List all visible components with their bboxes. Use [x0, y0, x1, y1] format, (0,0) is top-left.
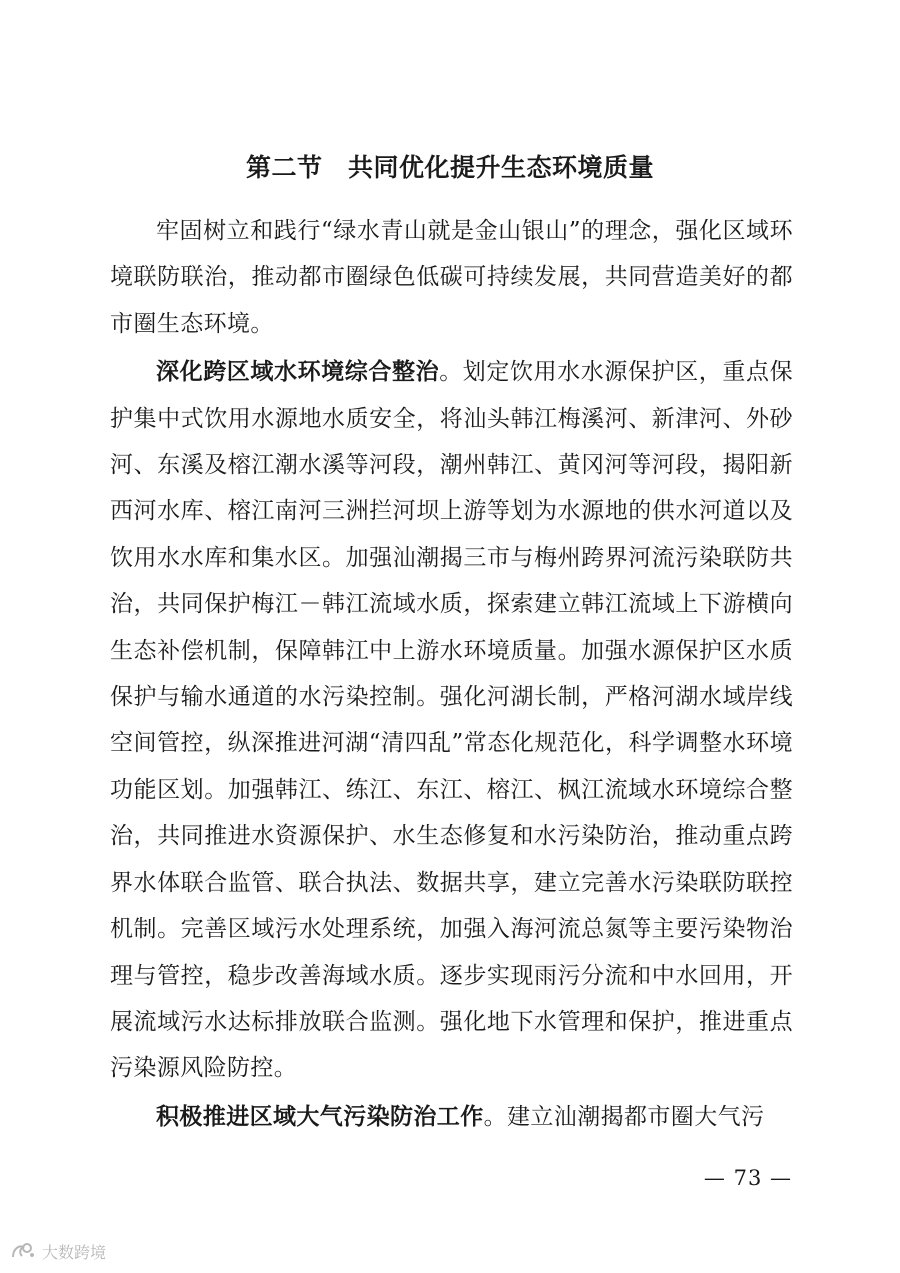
- paragraph-text: 牢固树立和践行“绿水青山就是金山银山”的理念，强化区域环境联防联治，推动都市圈绿色低碳可持续发展，共同营造美好的都市圈生态环境。: [110, 218, 793, 337]
- watermark-logo-icon: [10, 1241, 36, 1263]
- page-number: — 73 —: [703, 1166, 792, 1190]
- paragraph-text: 。建立汕潮揭都市圈大气污: [483, 1103, 765, 1130]
- body-text: [110, 208, 793, 1142]
- paragraph-text: 。划定饮用水水源保护区，重点保护集中式饮用水源地水质安全，将汕头韩江梅溪河、新津河、外砂河、东溪及榕江潮水溪等河段，潮州韩江、黄冈河等河段，揭阳新西河水库、榕江南河三洲拦河坝上游等划为水源地的供水河道以及饮用水水库和集水区。加强汕潮揭三市与梅州跨界河流污染联防共治，共同保护梅江－韩江流域水质，探索建立韩江流域上下游横向生态补偿机制，保障韩江中上游水环境质量。加强水源保护区水质保护与输水通道的水污染控制。强化河湖长制，严格河湖水域岸线空间管控，纵深推进河湖“清四乱”常态化规范化，科学调整水环境功能区划。加强韩江、练江、东江、榕江、枫江流域水环境综合整治，共同推进水资源保护、水生态修复和水污染防治，推动重点跨界水体联合监管、联合执法、数据共享，建立完善水污染联防联控机制。完善区域污水处理系统，加强入海河流总氮等主要污染物治理与管控，稳步改善海域水质。逐步实现雨污分流和中水回用，开展流域污水达标排放联合监测。强化地下水管理和保护，推进重点污染源风险防控。: [110, 359, 793, 1082]
- paragraph-lead: 深化跨区域水环境综合整治: [156, 359, 440, 386]
- paragraph-lead: 积极推进区域大气污染防治工作: [156, 1103, 484, 1130]
- paragraph-water: [110, 349, 793, 1092]
- paragraph-air: [110, 1094, 793, 1140]
- watermark-text: 大数跨境: [42, 1243, 107, 1262]
- section-heading: 第二节 共同优化提升生态环境质量: [245, 153, 654, 182]
- paragraph-intro: [110, 208, 793, 347]
- watermark: [10, 1240, 106, 1263]
